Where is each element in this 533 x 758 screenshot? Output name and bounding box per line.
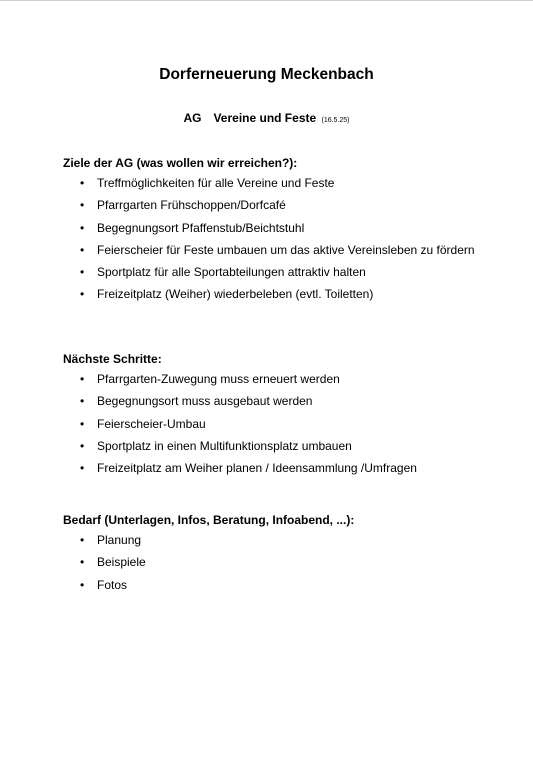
subtitle-name: Vereine und Feste <box>213 111 317 125</box>
section-goals <box>63 154 503 306</box>
list-item-text: Begegnungsort muss ausgebaut werden <box>97 394 313 409</box>
list-item-text: Pfarrgarten-Zuwegung muss erneuert werden <box>97 372 340 386</box>
bullet-list <box>63 529 503 596</box>
bullet-icon: • <box>80 372 85 386</box>
bullet-icon: • <box>80 394 85 409</box>
document-subtitle <box>0 110 533 129</box>
bullet-icon: • <box>80 176 85 190</box>
list-item <box>63 239 503 261</box>
list-item <box>63 574 503 596</box>
list-item <box>63 368 503 390</box>
list-item-text: Feierscheier-Umbau <box>97 416 206 431</box>
bullet-list <box>63 368 503 479</box>
list-item-text: Pfarrgarten Frühschoppen/Dorfcafé <box>97 198 286 213</box>
section-heading: Ziele der AG (was wollen wir erreichen?): <box>63 156 298 170</box>
list-item <box>63 390 503 412</box>
list-item-text: Planung <box>97 533 142 547</box>
subtitle-ag: AG <box>183 111 202 125</box>
list-item-text: Freizeitplatz am Weiher planen / Ideensammlung /Umfragen <box>97 461 417 476</box>
list-item <box>63 457 503 479</box>
bullet-icon: • <box>80 416 85 431</box>
list-item <box>63 283 503 305</box>
list-item <box>63 435 503 457</box>
section-heading: Nächste Schritte: <box>63 352 162 366</box>
list-item-text: Begegnungsort Pfaffenstub/Beichtstuhl <box>97 220 305 235</box>
section-requirements <box>63 511 503 596</box>
bullet-icon: • <box>80 198 85 213</box>
list-item-text: Fotos <box>97 577 128 592</box>
list-item <box>63 217 503 239</box>
list-item-text: Sportplatz in einen Multifunktionsplatz umbauen <box>97 438 352 453</box>
bullet-list <box>63 172 503 306</box>
bullet-icon: • <box>80 461 85 476</box>
section-heading: Bedarf (Unterlagen, Infos, Beratung, Infoabend, ...): <box>63 513 355 527</box>
list-item-text: Feierscheier für Feste umbauen um das aktive Vereinsleben zu fördern <box>97 242 475 257</box>
bullet-icon: • <box>80 287 85 302</box>
list-item-text: Sportplatz für alle Sportabteilungen attraktiv halten <box>97 265 366 280</box>
document-title: Dorferneuerung Meckenbach <box>159 66 374 83</box>
bullet-icon: • <box>80 555 85 570</box>
bullet-icon: • <box>80 220 85 235</box>
bullet-icon: • <box>80 533 85 547</box>
section-next-steps <box>63 350 503 479</box>
list-item <box>63 172 503 194</box>
list-item-text: Beispiele <box>97 555 146 570</box>
list-item-text: Freizeitplatz (Weiher) wiederbeleben (evtl. Toiletten) <box>97 287 374 302</box>
list-item <box>63 413 503 435</box>
bullet-icon: • <box>80 438 85 453</box>
bullet-icon: • <box>80 265 85 280</box>
list-item <box>63 194 503 216</box>
list-item <box>63 551 503 573</box>
subtitle-date: (16.5.25) <box>321 117 350 124</box>
bullet-icon: • <box>80 577 85 592</box>
list-item <box>63 261 503 283</box>
bullet-icon: • <box>80 242 85 257</box>
list-item-text: Treffmöglichkeiten für alle Vereine und Feste <box>97 176 335 190</box>
list-item <box>63 529 503 551</box>
